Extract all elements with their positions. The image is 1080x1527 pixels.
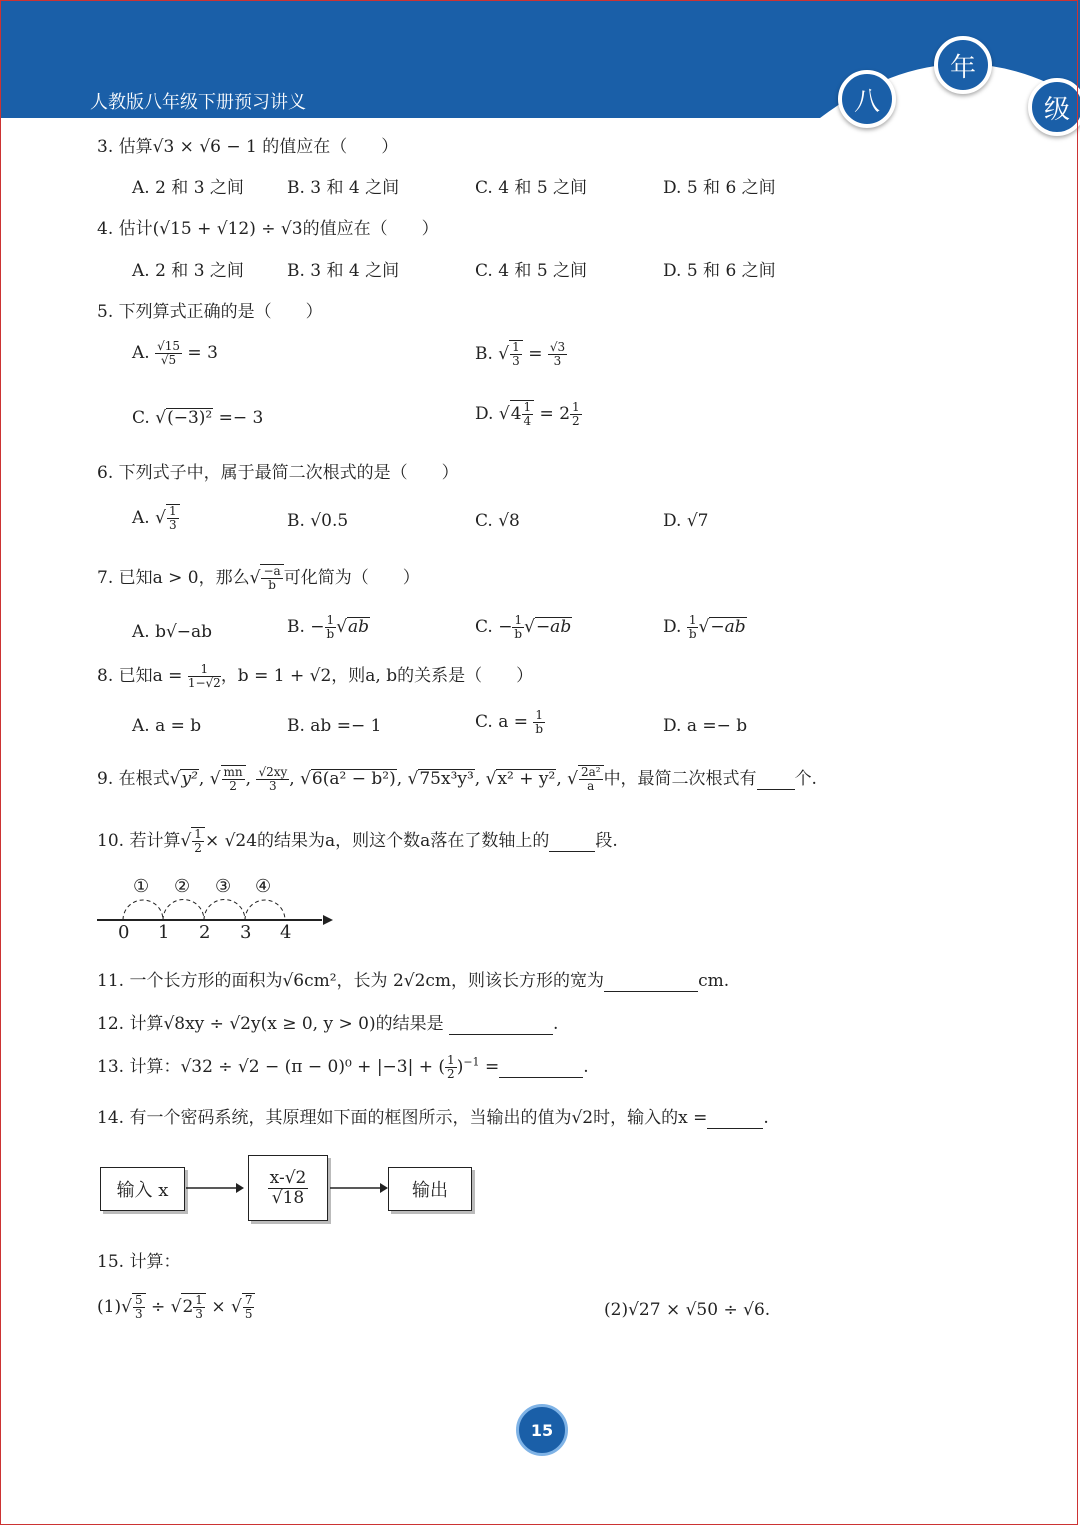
q7-option-a: A. b√−ab [132,622,213,642]
q3-option-b: B. 3 和 4 之间 [287,178,400,198]
q7-c-label: C. − [475,617,513,638]
q6-a-label: A. [132,508,150,529]
q5-option-a: A. $\frac{√15}{√5}$ = 3 [132,339,218,368]
q10-stem-pre: 10. 若计算 [97,831,181,851]
flow-denominator: √18 [271,1187,305,1208]
q7-stem-post: 可化简为（ ） [283,568,420,588]
q12-stem-text: 12. 计算√8xy ÷ √2y(x ≥ 0, y > 0)的结果是 [97,1014,444,1034]
q3-option-c: C. 4 和 5 之间 [475,178,588,198]
badge-ba: 八 [838,70,896,128]
q7-option-c: C. − $\frac{1}{b}$ √−ab [475,613,572,642]
q9-stem-post: 中，最简二次根式有 [603,769,757,789]
q13-equals: = [484,1057,500,1077]
q11-stem-tail: cm. [698,971,730,991]
q13-stem: 13. 计算：√32 ÷ √2 − (π − 0)⁰ + |−3| + ( $\frac{1}{2}$ )$^{-1}$ = . [97,1052,589,1081]
q10-stem: 10. 若计算√ $\frac{1}{2}$ × √24的结果为a，则这个数a落在了数轴上的 段. [97,826,618,855]
q15-part-1-label: (1) [97,1297,122,1318]
tick-label-4: 4 [280,922,292,943]
q9-stem-pre: 9. 在根式 [97,769,170,789]
q15-part-2: (2)√27 × √50 ÷ √6. [604,1300,771,1320]
q15-part-1: (1)√ $\frac{5}{3}$ ÷ √2 $\frac{1}{3}$ × √ $\frac{7}{5}$ [97,1293,255,1321]
q14-stem [97,1103,769,1129]
q5-a-fraction: $\frac{√15}{√5}$ [157,339,181,368]
q7-stem-pre: 7. 已知a > 0，那么 [97,568,250,588]
q8-stem: 8. 已知a = $\frac{1}{1-√2}$ ，b = 1 + √2，则a, b的关系是（ ） [97,661,534,690]
q9-stem: 9. 在根式√y², √ $\frac{mn}{2}$ , $\frac{√2xy}{3}$ , √6(a² − b²), √75x³y³, √x² + y², √ $\frac{\text{2a²}}{a}$ 中，最简二次根式有 个. [97,764,817,793]
q7-option-d: D. $\frac{1}{b}$ √−ab [663,613,746,642]
q15-stem: 15. 计算： [97,1252,181,1272]
q8-option-d: D. a =− b [663,716,748,736]
q11-stem [97,966,729,992]
q4-option-b: B. 3 和 4 之间 [287,261,400,281]
q7-b-label: B. − [287,617,325,638]
segment-label-2: ② [174,876,191,897]
q5-option-d: D. √4 $\frac{1}{4}$ = 2 $\frac{1}{2}$ [475,400,580,429]
q6-option-b: B. √0.5 [287,511,349,531]
q7-d-label: D. [663,617,682,638]
q3-stem: 3. 估算√3 × √6 − 1 的值应在（ ） [97,137,399,157]
q8-stem-post: ，b = 1 + √2，则a, b的关系是（ ） [220,666,534,686]
flow-formula [268,1169,309,1207]
q5-option-c: C. √(−3)² =− 3 [132,408,264,428]
q13-stem-text: 13. 计算：√32 ÷ √2 − (π − 0)⁰ + |−3| + [97,1057,433,1077]
q5-c-label: C. [132,408,150,428]
q13-answer-blank [499,1057,583,1078]
flow-arrow-2 [330,1180,390,1196]
q13-stem-end: . [583,1057,589,1077]
q9-stem-tail: 个. [794,769,817,789]
tick-label-3: 3 [240,922,252,943]
q7-stem: 7. 已知a > 0，那么√ $\frac{-a}{b}$ 可化简为（ ） [97,563,420,592]
badge-ji: 级 [1028,78,1080,136]
q6-option-a: A. √ $\frac{1}{3}$ [132,504,180,532]
q5-b-label: B. [475,344,493,365]
q11-answer-blank [604,971,698,992]
q10-answer-blank [549,831,595,852]
q5-d-label: D. [475,404,494,425]
q7-option-b: B. − $\frac{1}{b}$ √ab [287,613,370,642]
segment-label-3: ③ [215,876,232,897]
q12-answer-blank [449,1014,553,1035]
q4-stem: 4. 估计(√15 + √12) ÷ √3的值应在（ ） [97,219,439,239]
q8-c-label: C. a = [475,712,528,733]
header-title: 人教版八年级下册预习讲义 [90,92,306,113]
q5-a-label: A. [132,343,150,364]
flow-input-box: 输入 x [100,1167,185,1211]
q12-stem [97,1009,558,1035]
tick-label-2: 2 [199,922,211,943]
q5-option-b: B. √ $\frac{1}{3}$ = $\frac{√3}{3}$ [475,340,566,369]
q8-option-a: A. a = b [132,716,202,736]
q8-option-b: B. ab =− 1 [287,716,382,736]
q6-option-c: C. √8 [475,511,520,531]
q12-stem-tail: . [553,1014,559,1034]
q6-option-d: D. √7 [663,511,709,531]
q9-answer-blank [757,769,795,790]
tick-label-0: 0 [118,922,130,943]
q6-stem: 6. 下列式子中，属于最简二次根式的是（ ） [97,463,459,483]
badge-nian: 年 [934,36,992,94]
q5-stem: 5. 下列算式正确的是（ ） [97,302,323,322]
q4-option-c: C. 4 和 5 之间 [475,261,588,281]
page-number: 15 [516,1404,568,1456]
flow-arrow-1 [186,1180,246,1196]
q3-option-d: D. 5 和 6 之间 [663,178,776,198]
q14-stem-tail: . [763,1108,769,1128]
q11-stem-text: 11. 一个长方形的面积为√6cm²，长为 2√2cm，则该长方形的宽为 [97,971,605,991]
flow-formula-box [248,1155,328,1221]
q10-stem-tail: 段. [595,831,618,851]
q14-stem-text: 14. 有一个密码系统，其原理如下面的框图所示，当输出的值为√2时，输入的x = [97,1108,708,1128]
q8-stem-pre: 8. 已知a = [97,666,183,686]
q14-answer-blank [707,1108,763,1129]
segment-label-1: ① [133,876,150,897]
flow-output-box: 输出 [388,1167,472,1211]
flow-numerator: x-√2 [269,1167,307,1188]
number-line [97,872,337,957]
q4-option-a: A. 2 和 3 之间 [132,261,244,281]
segment-label-4: ④ [255,876,272,897]
q10-stem-mid: × √24的结果为a，则这个数a落在了数轴上的 [204,831,550,851]
q4-option-d: D. 5 和 6 之间 [663,261,776,281]
tick-label-1: 1 [158,922,170,943]
q3-option-a: A. 2 和 3 之间 [132,178,244,198]
q8-option-c: C. a = $\frac{1}{b}$ [475,708,544,737]
